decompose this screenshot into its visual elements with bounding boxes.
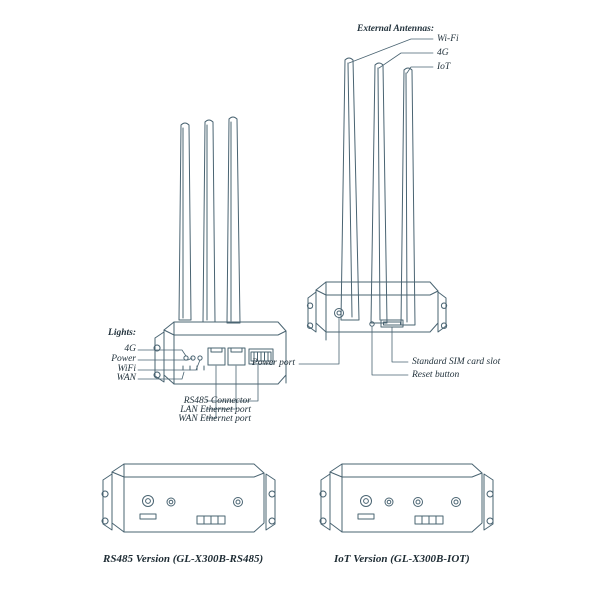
light-label-wan: WAN bbox=[116, 373, 136, 383]
antenna-label-wifi: Wi-Fi bbox=[437, 34, 459, 44]
antenna-label-iot: IoT bbox=[437, 62, 451, 72]
light-label-power: Power bbox=[111, 354, 136, 364]
antenna-right-2 bbox=[371, 63, 387, 323]
antenna-left-2 bbox=[203, 120, 215, 322]
callout-rs485-connector: RS485 Connector bbox=[183, 396, 251, 406]
caption-iot-version: IoT Version (GL-X300B-IOT) bbox=[334, 553, 470, 565]
leader-lines-antennas bbox=[349, 39, 433, 73]
callout-sim-card-slot: Standard SIM card slot bbox=[412, 357, 501, 367]
light-label-wifi: WiFi bbox=[117, 364, 136, 374]
leader-lines-lights bbox=[138, 350, 200, 379]
antenna-right-1 bbox=[341, 58, 359, 320]
lights-group-label: Lights: bbox=[108, 328, 136, 338]
antenna-label-4g: 4G bbox=[437, 48, 449, 58]
antenna-right-3 bbox=[401, 68, 415, 325]
callout-wan-ethernet-port: WAN Ethernet port bbox=[178, 414, 251, 424]
callout-power-port: Power port bbox=[251, 358, 295, 368]
antenna-left-3 bbox=[227, 117, 240, 323]
external-antennas-group-label: External Antennas: bbox=[357, 24, 434, 34]
callout-reset-button: Reset button bbox=[412, 370, 460, 380]
caption-rs485-version: RS485 Version (GL-X300B-RS485) bbox=[103, 553, 264, 565]
callout-lan-ethernet-port: LAN Ethernet port bbox=[180, 405, 251, 415]
antenna-left-1 bbox=[179, 123, 191, 320]
light-label-4g: 4G bbox=[124, 344, 136, 354]
